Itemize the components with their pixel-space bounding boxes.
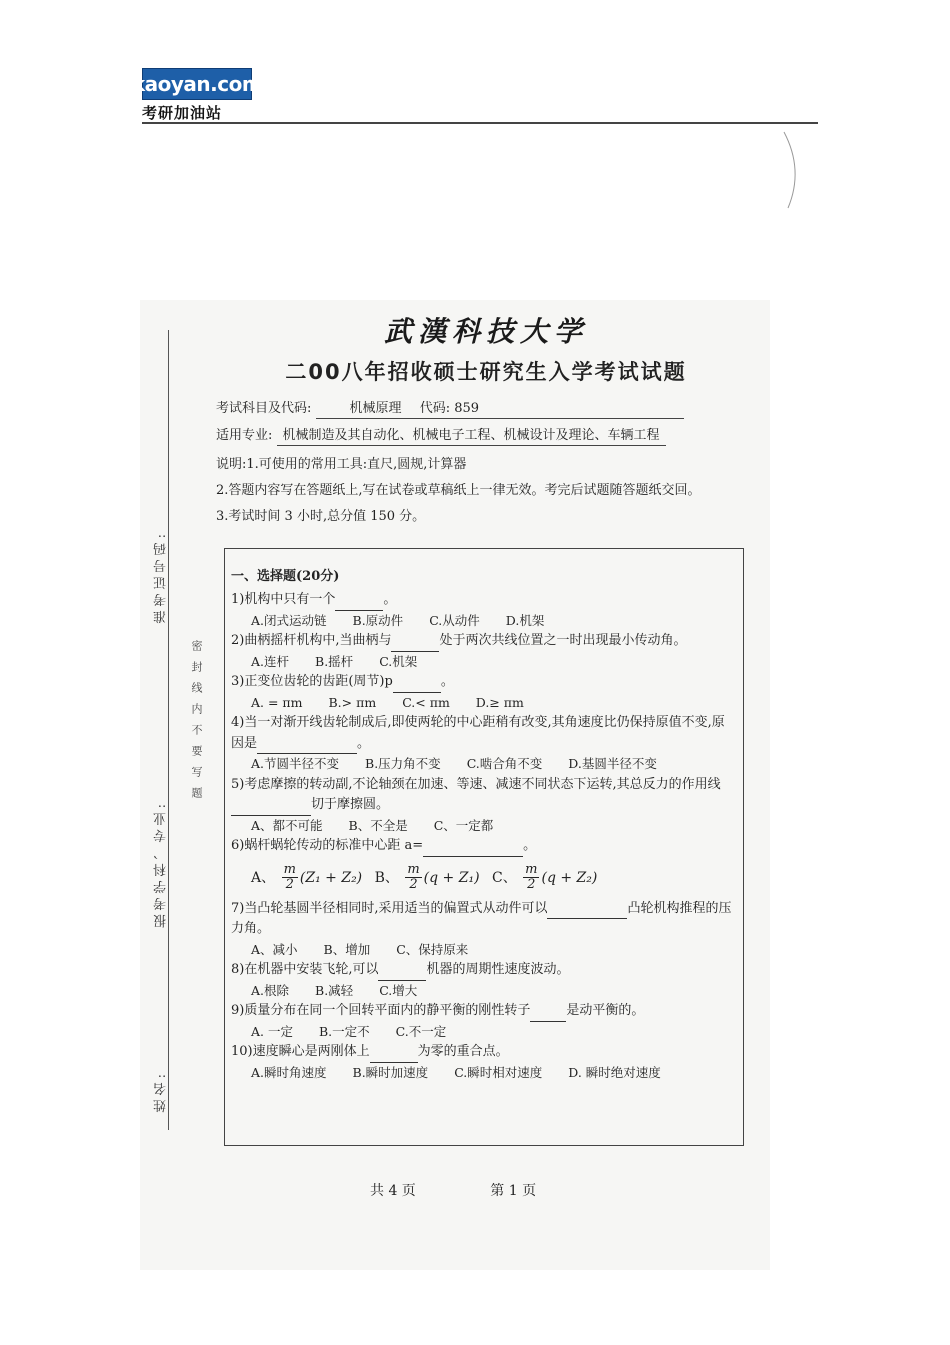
q3-opt-a: A. = πm (251, 694, 303, 710)
question-2 (231, 631, 737, 652)
q10-options (231, 1063, 737, 1084)
major-row (216, 427, 756, 446)
seal-notice: 密封线内不要写题 (190, 640, 203, 808)
binding-line (168, 330, 169, 1130)
q8-blank (378, 966, 426, 981)
q6-opt-c-frac (523, 863, 539, 892)
q4-blank (257, 739, 357, 754)
q6-opt-a-frac (282, 863, 298, 892)
q2-opt-a: A.连杆 (251, 653, 290, 669)
q7-blank (547, 904, 627, 919)
q7-opt-b: B、增加 (323, 941, 371, 957)
q6-a-den: 2 (285, 877, 294, 892)
note-3: 3.考试时间 3 小时,总分值 150 分。 (216, 509, 426, 524)
exam-sheet (140, 300, 770, 1270)
q6-c-den: 2 (527, 877, 536, 892)
q2-stem: 2)曲柄摇杆机构中,当曲柄与 (231, 633, 392, 648)
q3-opt-c: C.< πm (402, 694, 450, 710)
q5-opt-b: B、不全是 (348, 817, 408, 833)
q4-opt-d: D.基圆半径不变 (568, 756, 657, 771)
header-rule (142, 122, 818, 124)
q4-tail: 。 (357, 735, 371, 751)
q3-tail: 。 (440, 674, 454, 689)
q8-opt-a: A.根除 (251, 982, 290, 998)
code-label: 代码: (419, 401, 451, 416)
question-8 (231, 960, 737, 981)
q9-tail: 是动平衡的。 (566, 1003, 645, 1018)
q6-c-num: m (525, 862, 538, 877)
q8-options (231, 981, 737, 1002)
total-pages: 共 4 页 (370, 1183, 416, 1199)
q7-tail: 凸轮机构推程的压力角。 (231, 900, 732, 936)
q10-opt-c: C.瞬时相对速度 (454, 1064, 543, 1080)
side-major-label: 报考学科、专业: (154, 800, 169, 928)
logo-box (131, 68, 263, 100)
q4-stem: 4)当一对渐开线齿轮制成后,即使两轮的中心距稍有改变,其角速度比仍保持原值不变,原因是 (231, 715, 725, 751)
question-10 (231, 1042, 737, 1063)
question-4 (231, 713, 737, 754)
question-6 (231, 836, 737, 857)
q9-blank (530, 1007, 566, 1022)
q4-opt-b: B.压力角不变 (365, 756, 441, 771)
q6-opt-c-label: C、 (491, 869, 517, 886)
logo-subtitle: 考研加油站 (142, 104, 223, 122)
q5-stem: 5)考虑摩擦的转动副,不论轴颈在加速、等速、减速不同状态下运转,其总反力的作用线 (231, 776, 721, 792)
q6-opt-a-expr: (Z₁ + Z₂) (299, 869, 363, 886)
q8-stem: 8)在机器中安装飞轮,可以 (231, 962, 379, 977)
major-label: 适用专业: (216, 428, 273, 443)
q2-blank (391, 637, 439, 652)
q7-opt-c: C、保持原来 (396, 941, 469, 957)
q6-b-den: 2 (409, 877, 418, 892)
q6-opt-b-label: B、 (374, 869, 399, 886)
q10-stem: 10)速度瞬心是两刚体上 (231, 1044, 370, 1059)
q8-opt-c: C.增大 (379, 982, 418, 998)
subject-field (316, 400, 684, 419)
q1-opt-c: C.从动件 (429, 612, 480, 628)
logo-brand: kaoyan.com (131, 72, 263, 96)
q8-tail: 机器的周期性速度波动。 (426, 962, 570, 977)
q2-tail: 处于两次共线位置之一时出现最小传动角。 (439, 633, 687, 648)
q7-opt-a: A、减小 (251, 941, 298, 957)
q1-tail: 。 (383, 592, 397, 607)
q2-options (231, 652, 737, 673)
q3-options (231, 693, 737, 714)
question-7 (231, 899, 737, 940)
q6-blank (423, 842, 523, 857)
site-logo (131, 68, 263, 123)
q6-opt-b-frac (405, 863, 421, 892)
side-exam-number-label: 准考证号码: (154, 530, 169, 624)
exam-title: 二00八年招收硕士研究生入学考试试题 (285, 360, 687, 384)
q7-options (231, 940, 737, 961)
q3-blank (393, 678, 441, 693)
major-value: 机械制造及其自动化、机械电子工程、机械设计及理论、车辆工程 (277, 427, 666, 446)
q1-opt-b: B.原动件 (352, 612, 404, 628)
current-page: 第 1 页 (490, 1183, 537, 1199)
question-9 (231, 1001, 737, 1022)
question-3 (231, 672, 737, 693)
q5-opt-c: C、一定都 (433, 817, 494, 833)
subject-label: 考试科目及代码: (216, 401, 312, 416)
q10-opt-a: A.瞬时角速度 (251, 1064, 327, 1080)
exam-header (216, 300, 756, 526)
q4-options (231, 754, 737, 775)
q6-opt-c-expr: (q + Z₂) (541, 869, 598, 886)
q6-opt-a-label: A、 (251, 869, 276, 886)
q1-opt-d: D.机架 (505, 612, 545, 628)
q4-opt-a: A.节圆半径不变 (251, 756, 340, 771)
q5-blank (231, 801, 311, 816)
q10-tail: 为零的重合点。 (417, 1044, 509, 1059)
q6-opt-b-expr: (q + Z₁) (423, 869, 480, 886)
questions-box (224, 548, 744, 1146)
question-1 (231, 590, 737, 611)
q9-stem: 9)质量分布在同一个回转平面内的静平衡的刚性转子 (231, 1003, 531, 1018)
code-value: 859 (454, 401, 480, 416)
q6-formula-options (231, 863, 737, 893)
scan-edge-curve (770, 130, 810, 210)
question-5 (231, 775, 737, 816)
q3-opt-d: D.≥ πm (475, 694, 524, 710)
q6-stem: 6)蜗杆蜗轮传动的标准中心距 a= (231, 838, 424, 853)
q6-tail: 。 (523, 838, 537, 853)
q10-opt-b: B.瞬时加速度 (352, 1064, 429, 1080)
q9-opt-b: B.一定不 (318, 1023, 370, 1039)
q6-a-num: m (283, 862, 296, 877)
q2-opt-b: B.摇杆 (315, 653, 354, 669)
q5-opt-a: A、都不可能 (251, 817, 323, 833)
university-name: 武漢科技大学 (383, 315, 588, 348)
note-1: 说明:1.可使用的常用工具:直尺,圆规,计算器 (216, 457, 467, 472)
q6-b-num: m (407, 862, 420, 877)
q7-stem: 7)当凸轮基圆半径相同时,采用适当的偏置式从动件可以 (231, 900, 548, 916)
q8-opt-b: B.减轻 (315, 982, 354, 998)
q9-options (231, 1022, 737, 1043)
q1-opt-a: A.闭式运动链 (251, 612, 327, 628)
q1-blank (335, 596, 383, 611)
q3-stem: 3)正变位齿轮的齿距(周节)p (231, 674, 393, 689)
q2-opt-c: C.机架 (379, 653, 418, 669)
q5-options (231, 816, 737, 837)
note-2: 2.答题内容写在答题纸上,写在试卷或草稿纸上一律无效。考完后试题随答题纸交回。 (216, 483, 701, 498)
q1-stem: 1)机构中只有一个 (231, 592, 336, 607)
q9-opt-c: C.不一定 (395, 1023, 447, 1039)
q4-opt-c: C.啮合角不变 (466, 756, 543, 771)
q10-opt-d: D. 瞬时绝对速度 (568, 1064, 661, 1080)
q5-tail: 切于摩擦圆。 (311, 797, 390, 812)
subject-row (216, 400, 756, 419)
q10-blank (370, 1048, 418, 1063)
subject-name: 机械原理 (349, 401, 402, 416)
q9-opt-a: A. 一定 (251, 1023, 293, 1039)
q3-opt-b: B.> πm (328, 694, 377, 710)
q1-options (231, 611, 737, 632)
side-name-label: 姓名: (154, 1070, 169, 1113)
section-title: 一、选择题(20分) (231, 569, 340, 584)
page-footer (370, 1180, 606, 1200)
